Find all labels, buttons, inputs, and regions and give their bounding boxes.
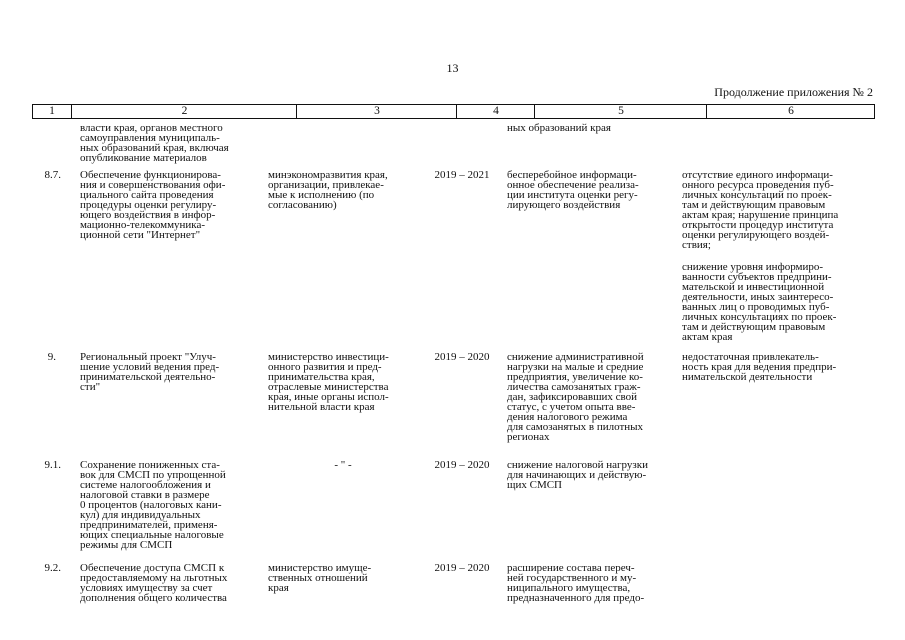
row-number: 9.2.	[44, 562, 61, 574]
row-years: 2019 – 2020	[434, 459, 490, 471]
header-col-1: 1	[49, 105, 55, 117]
header-col-6: 6	[706, 105, 875, 118]
carryover-result: ных образований края	[507, 122, 611, 134]
table-header-row	[32, 104, 875, 119]
row-name: Сохранение пониженных ста- вок для СМСП по упрощенной системе налогообложения и налоговой ставки в размере 0 процентов (налоговых кани- кул) для индивидуальных предпринимателей, применя- ющих специальные налоговые режимы для СМСП	[80, 459, 226, 551]
row-result: снижение административной нагрузки на малые и средние предприятия, увеличение ко- личества самозанятых граж- дан, зафиксировавших свой статус, с учетом опыта вве- дения налогового режима для самозанятых в пилотных регионах	[507, 351, 644, 443]
row-executor: министерство имуще- ственных отношений края	[268, 562, 372, 594]
row-number: 9.1.	[44, 459, 61, 471]
row-risk-2: снижение уровня информиро- ванности субъектов предприни- мательской и инвестиционной деятельности, иных заинтересо- ванных лиц о проводимых пуб- личных консультациях по проек- там и действующим правовым актам края	[682, 261, 837, 343]
row-risk: недостаточная привлекатель- ность края для ведения предпри- нимательской деятельности	[682, 351, 837, 383]
row-result: снижение налоговой нагрузки для начинающих и действую- щих СМСП	[507, 459, 648, 491]
row-name: Региональный проект "Улуч- шение условий ведения пред- принимательской деятельно- сти"	[80, 351, 220, 393]
row-number: 9.	[47, 351, 56, 363]
row-years: 2019 – 2021	[434, 169, 490, 181]
row-years: 2019 – 2020	[434, 351, 490, 363]
header-col-5: 5	[534, 105, 707, 118]
row-result: бесперебойное информаци- онное обеспечение реализа- ции института оценки регу- лирующего воздействия	[507, 169, 639, 211]
row-executor: - " -	[334, 459, 352, 471]
row-risk: отсутствие единого информаци- онного ресурса проведения пуб- личных консультаций по проек- там и действующим правовым актам края; нарушение принципа открытости процедур института оценки регулирующего воздей- ствия;	[682, 169, 839, 251]
row-years: 2019 – 2020	[434, 562, 490, 574]
header-col-4: 4	[456, 105, 535, 118]
row-executor: минэкономразвития края, организации, привлекае- мые к исполнению (по согласованию)	[268, 169, 388, 211]
row-result: расширение состава переч- ней государственного и му- ниципального имущества, предназначенного для предо-	[507, 562, 645, 604]
continuation-label: Продолжение приложения № 2	[714, 85, 873, 99]
row-name: Обеспечение функционирова- ния и совершенствования офи- циального сайта проведения процедуры оценки регулиру- ющего воздействия в инфор- мационно-телекоммуника- ционной сети "Интернет"	[80, 169, 226, 241]
header-col-3: 3	[296, 105, 457, 118]
page-number: 13	[446, 61, 459, 75]
row-name: Обеспечение доступа СМСП к предоставляемому на льготных условиях имуществу за счет дополнения общего количества	[80, 562, 228, 604]
row-executor: министерство инвестици- онного развития и пред- принимательства края, отраслевые министерства края, иные органы испол- нительной власти края	[268, 351, 389, 413]
header-col-2: 2	[71, 105, 297, 118]
carryover-name: власти края, органов местного самоуправления муниципаль- ных образований края, включая опубликование материалов	[80, 122, 229, 164]
row-number: 8.7.	[44, 169, 61, 181]
